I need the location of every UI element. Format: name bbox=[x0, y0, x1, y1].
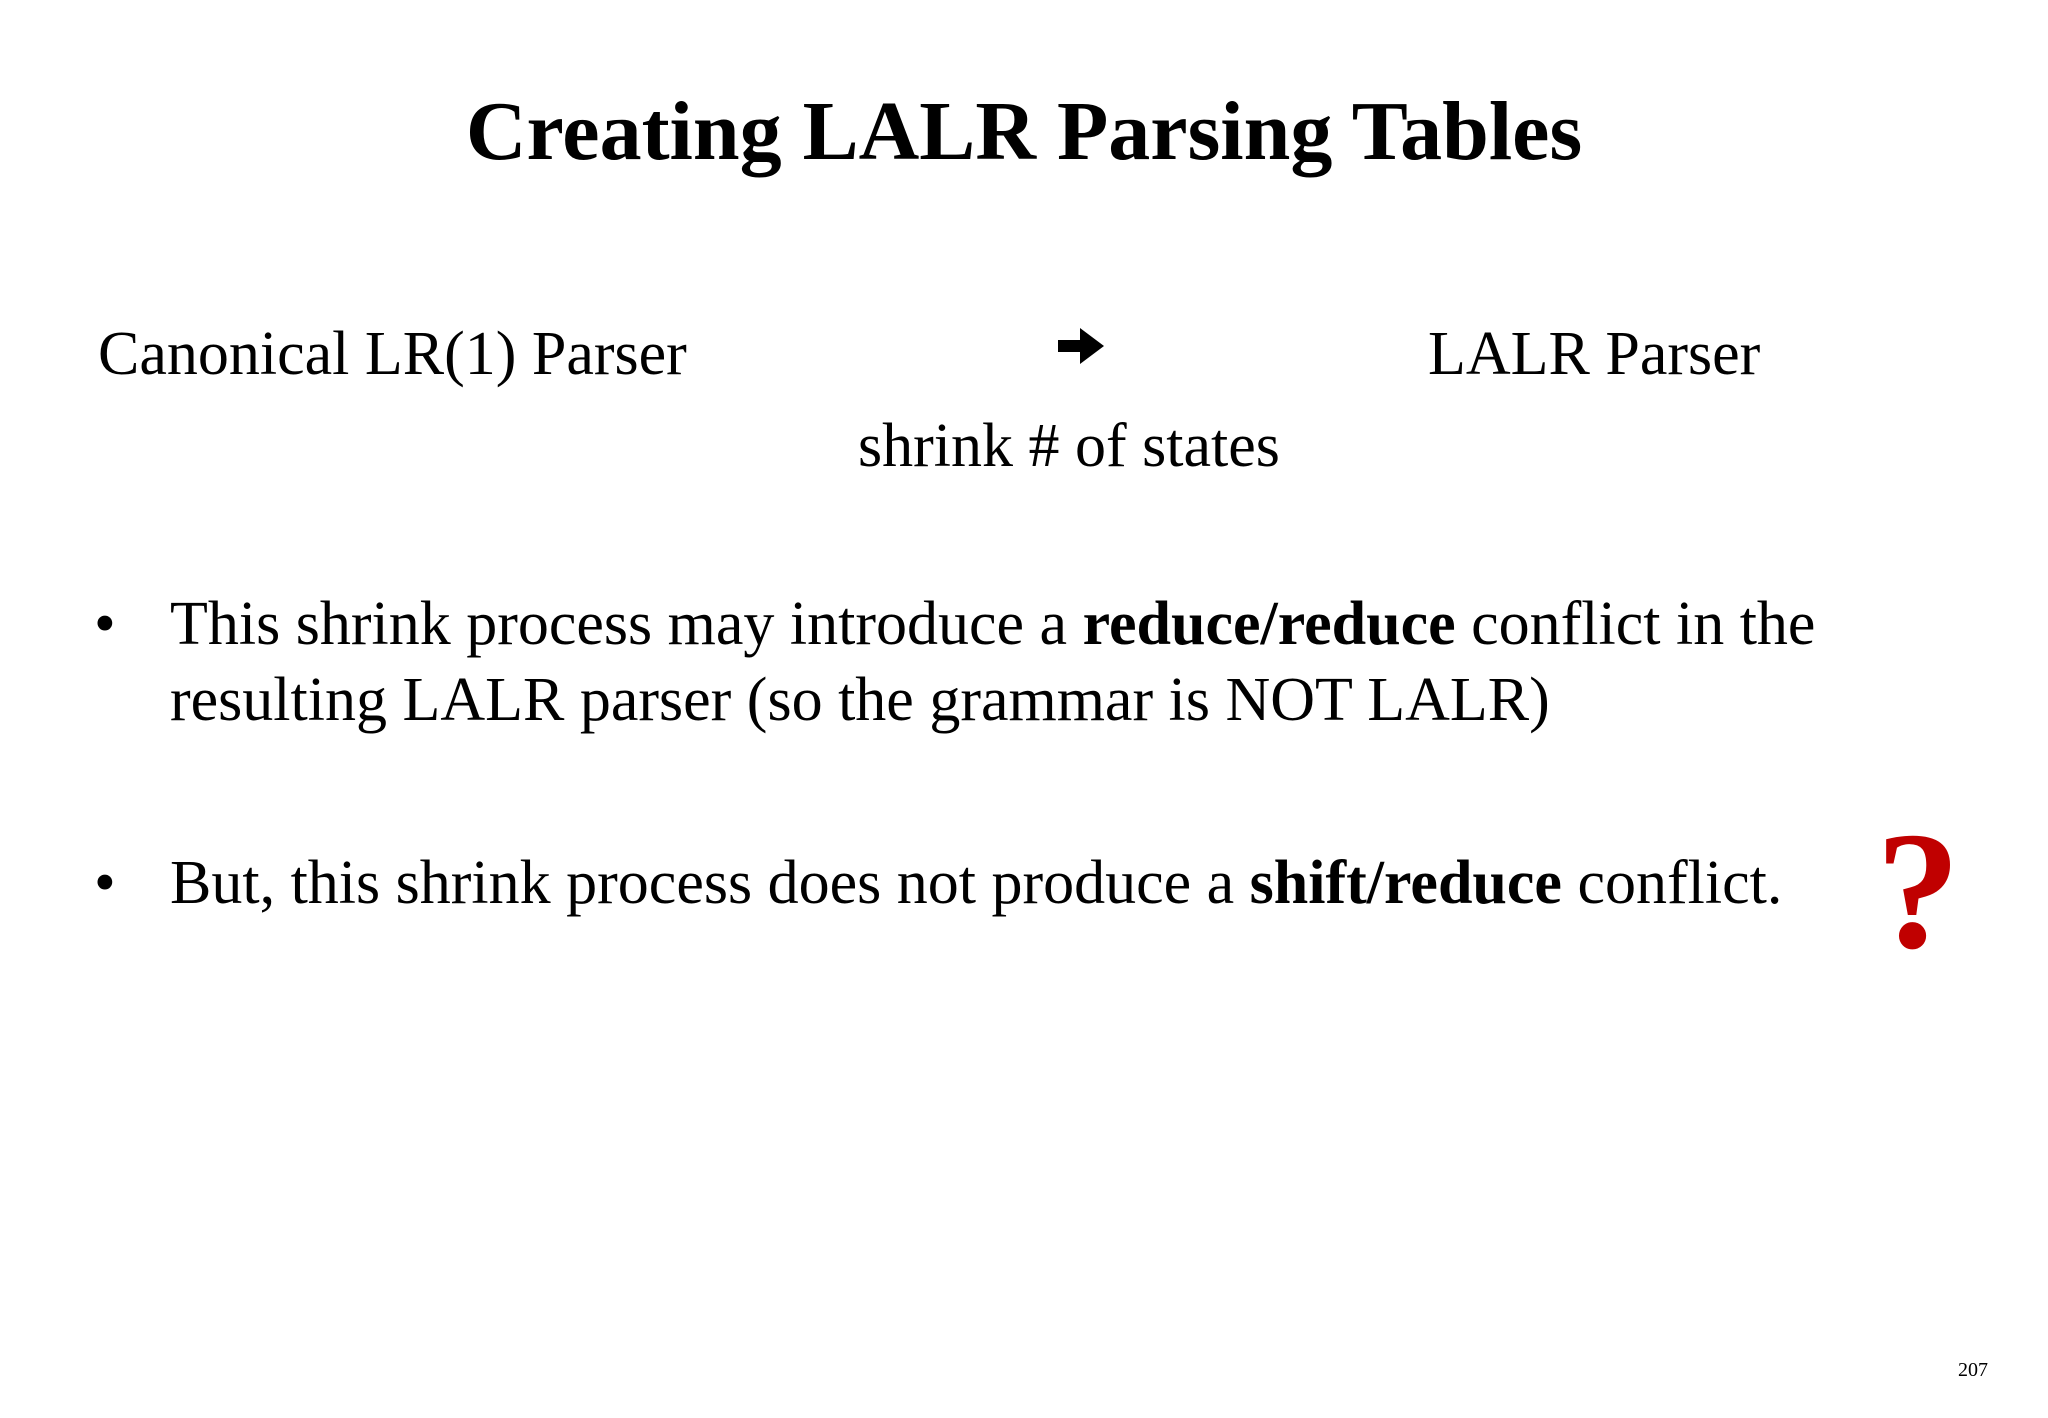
bullet-text-part: But, this shrink process does not produce a bbox=[170, 849, 1250, 917]
flow-target-label: LALR Parser bbox=[1428, 320, 1761, 388]
slide-title: Creating LALR Parsing Tables bbox=[465, 85, 1583, 178]
bullet-emphasis: shift/reduce bbox=[1249, 849, 1562, 917]
bullet-marker: • bbox=[94, 849, 116, 917]
question-mark-icon: ? bbox=[1876, 798, 1960, 984]
flow-source-label: Canonical LR(1) Parser bbox=[98, 320, 687, 388]
bullet-text-shift-reduce bbox=[170, 845, 1870, 921]
bullet-emphasis: reduce/reduce bbox=[1082, 590, 1456, 658]
bullet-marker: • bbox=[94, 590, 116, 658]
bullet-text-part: conflict. bbox=[1561, 849, 1783, 917]
flow-caption: shrink # of states bbox=[858, 412, 1280, 480]
bullet-text-part: conflict in the resulting LALR parser (so the grammar is NOT LALR) bbox=[170, 590, 1816, 734]
right-arrow-icon bbox=[1050, 316, 1110, 376]
page-number: 207 bbox=[1958, 1359, 1988, 1381]
bullet-text-part: This shrink process may introduce a bbox=[170, 590, 1083, 658]
bullet-text-reduce-reduce bbox=[170, 586, 1870, 738]
